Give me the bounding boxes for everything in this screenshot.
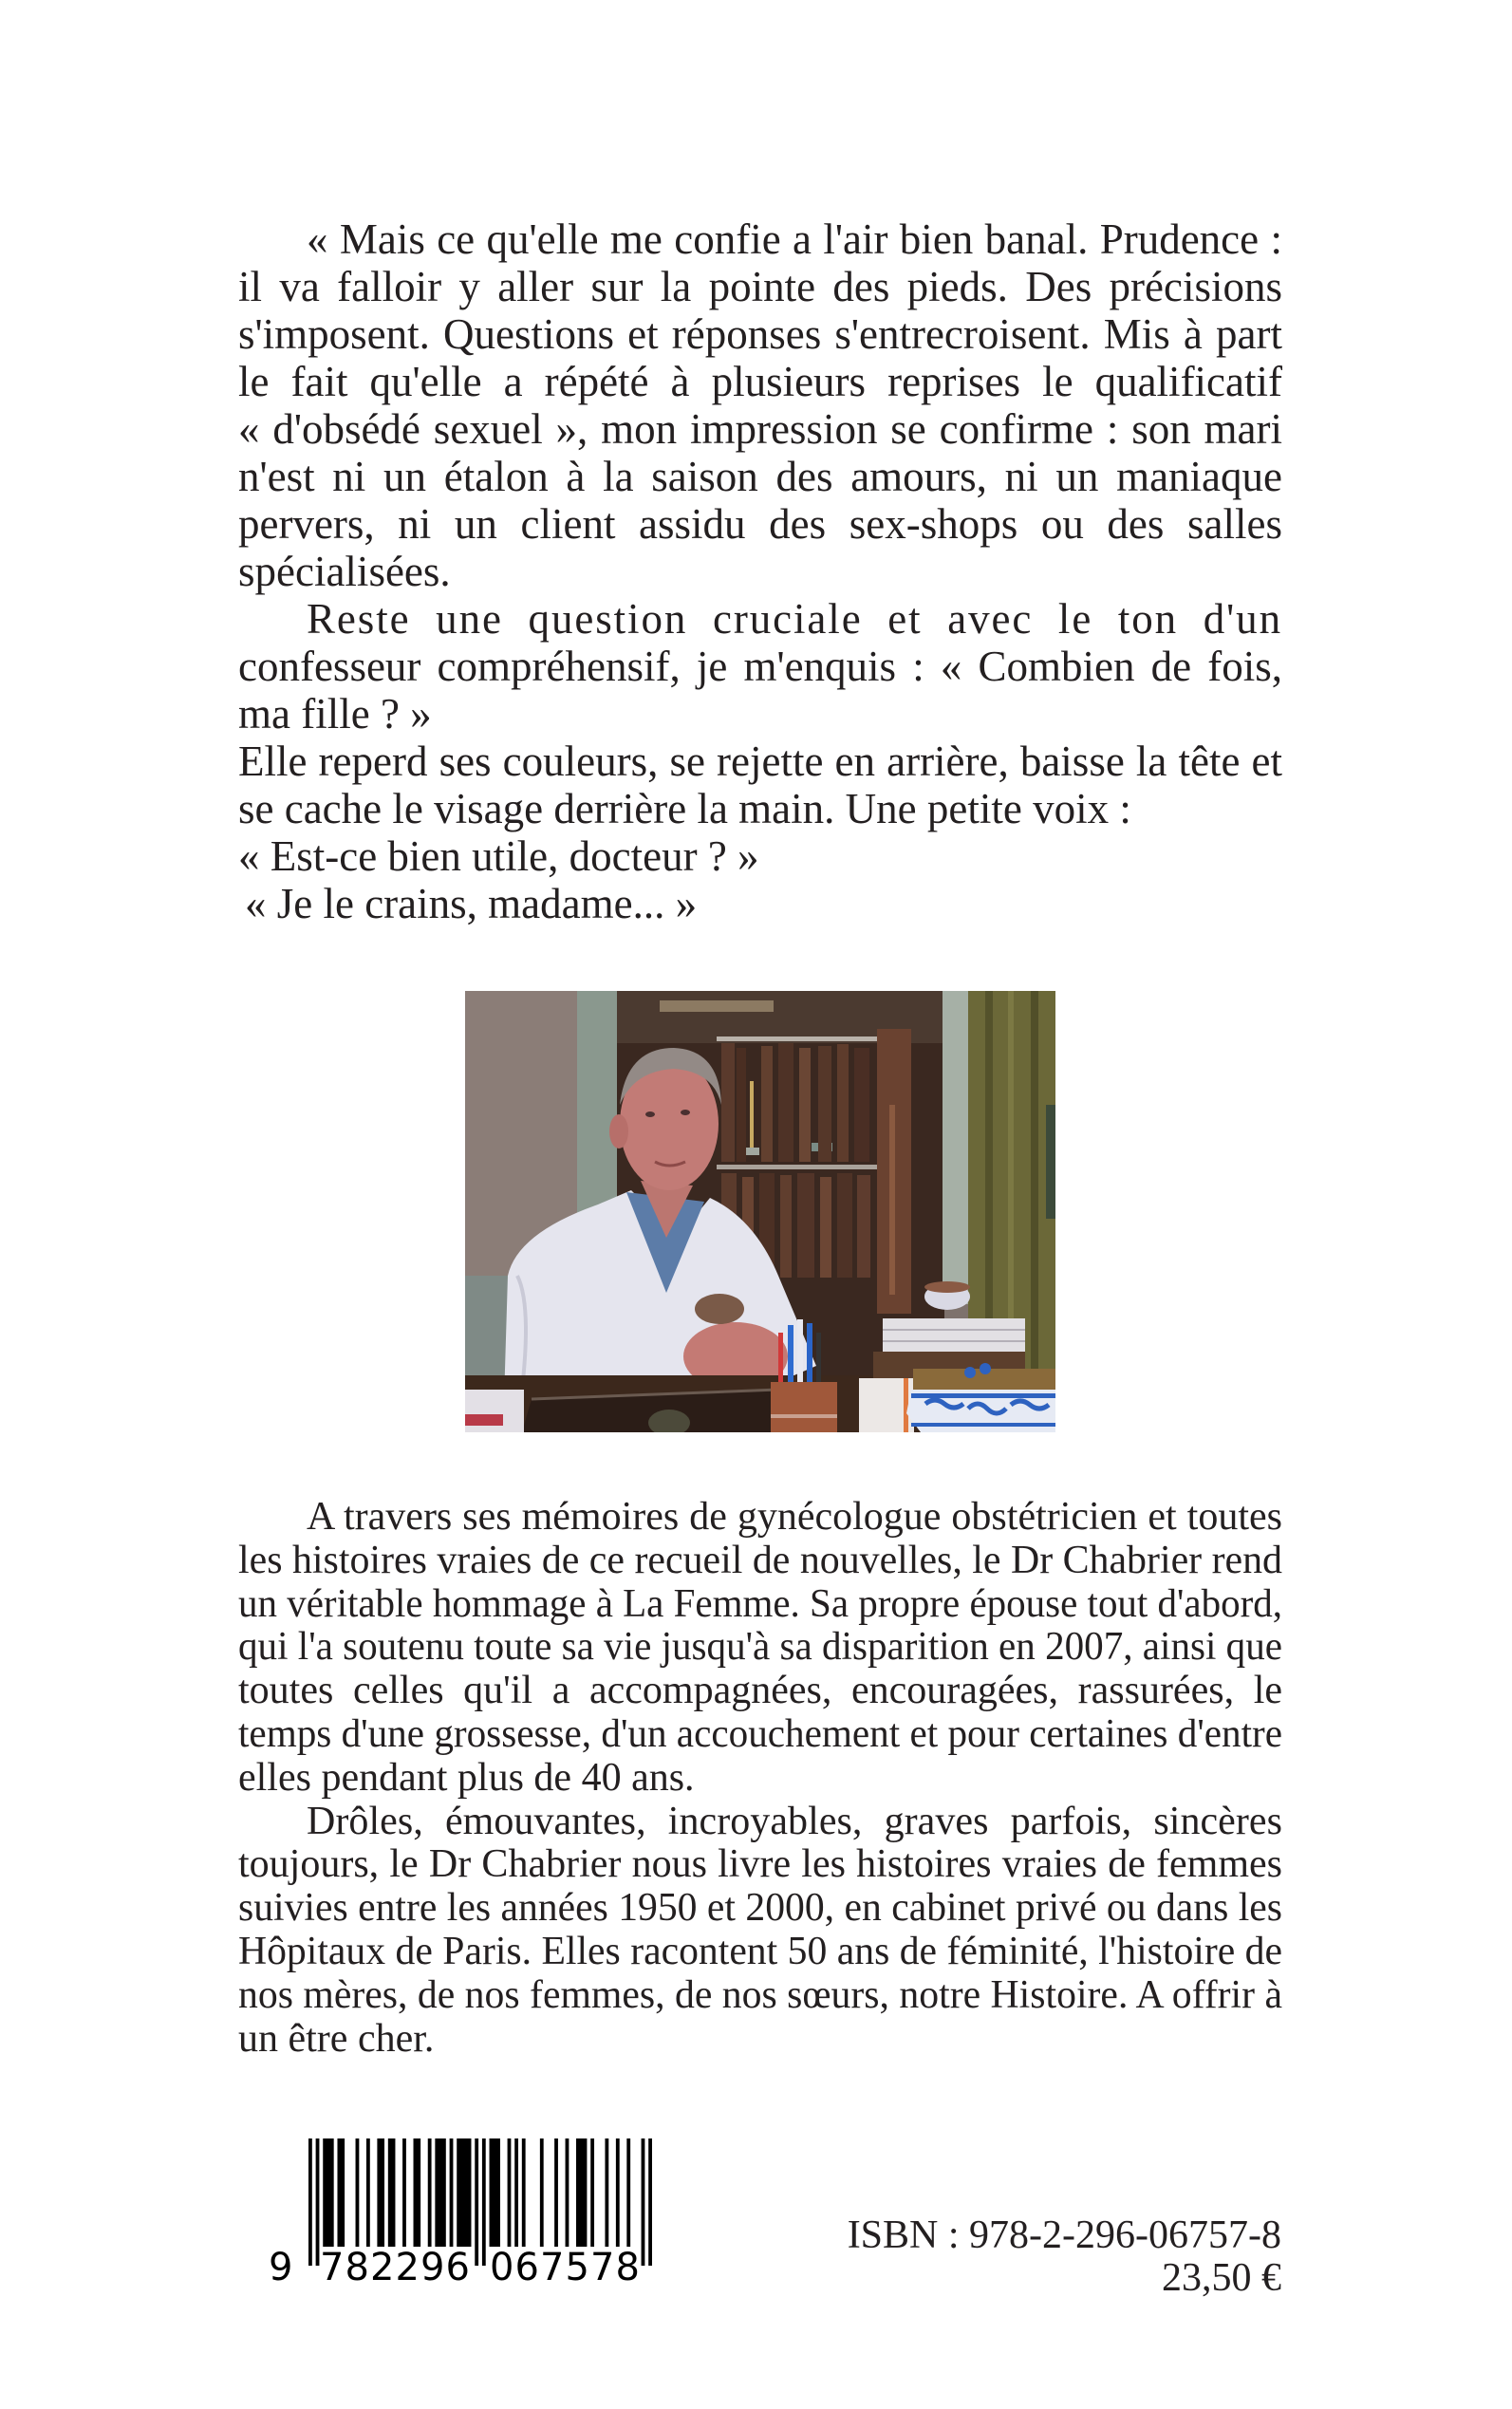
barcode-bar (450, 2138, 454, 2247)
line-text: « Est-ce bien utile, docteur ? » (238, 832, 759, 880)
barcode-bar (490, 2138, 500, 2247)
text-line (238, 1801, 1282, 1844)
barcode-left-digits: 782296 (320, 2246, 470, 2289)
barcode-bar (414, 2138, 421, 2247)
text-line (238, 690, 1282, 738)
barcode-bar (388, 2138, 396, 2247)
line-text: n'est ni un étalon à la saison des amours, ni un maniaque (238, 453, 1282, 500)
line-text: ma fille ? » (238, 690, 432, 738)
barcode-bar (590, 2138, 594, 2247)
line-text: il va falloir y aller sur la pointe des pieds. Des précisions (238, 263, 1282, 310)
line-text: « Je le crains, madame... » (245, 880, 698, 927)
text-line (238, 548, 1282, 595)
barcode-guard-bar (316, 2138, 320, 2266)
excerpt-text (238, 215, 1282, 927)
barcode-guard-bar (482, 2138, 486, 2266)
excerpt-dialogue (238, 832, 1282, 880)
barcode-guard-bar (475, 2138, 478, 2266)
isbn-label: ISBN : 978-2-296-06757-8 (847, 2213, 1281, 2257)
text-line (238, 1974, 1282, 2018)
bowl (924, 1281, 970, 1310)
line-text: s'imposent. Questions et réponses s'entrecroisent. Mis à part (238, 310, 1282, 358)
barcode-first-digit: 9 (269, 2246, 293, 2289)
line-text: « Mais ce qu'elle me confie a l'air bien banal. Prudence : (307, 215, 1282, 263)
line-text: toutes celles qu'il a accompagnées, encouragées, rassurées, le (238, 1669, 1282, 1713)
text-line (238, 1757, 1282, 1801)
line-text: le fait qu'elle a répété à plusieurs reprises le qualificatif (238, 358, 1282, 405)
text-line (238, 2018, 1282, 2062)
barcode-bar (626, 2138, 630, 2247)
barcode-bar (428, 2138, 432, 2247)
text-line (238, 1496, 1282, 1540)
line-text: un véritable hommage à La Femme. Sa propre épouse tout d'abord, (238, 1581, 1282, 1626)
price-label: 23,50 € (1162, 2256, 1281, 2300)
blurb-paragraph (238, 1496, 1282, 1801)
barcode-bar (508, 2138, 512, 2247)
back-cover-blurb (238, 1496, 1282, 2061)
excerpt-paragraph (238, 595, 1282, 738)
porcelain-box (906, 1363, 1055, 1432)
text-line (238, 785, 1282, 832)
text-line (238, 1583, 1282, 1627)
excerpt-paragraph (238, 215, 1282, 595)
line-text: les histoires vraies de ce recueil de nouvelles, le Dr Chabrier rend (238, 1538, 1282, 1582)
text-line (238, 215, 1282, 263)
barcode-right-digits: 067578 (490, 2246, 640, 2289)
text-line (238, 405, 1282, 453)
barcode-bar (616, 2138, 620, 2247)
barcode-bar (356, 2138, 360, 2247)
barcode-bar (576, 2138, 587, 2247)
text-line (238, 1626, 1282, 1670)
line-text: elles pendant plus de 40 ans. (238, 1755, 695, 1800)
barcode-bar (514, 2138, 518, 2247)
text-line (238, 1713, 1282, 1757)
line-text: Reste une question cruciale et avec le ton d'un (307, 595, 1282, 643)
line-text: Drôles, émouvantes, incroyables, graves parfois, sincères (307, 1799, 1282, 1843)
line-text: un être cher. (238, 2016, 435, 2061)
text-line (238, 1931, 1282, 1974)
text-line (238, 1540, 1282, 1583)
text-line (238, 500, 1282, 548)
line-text: suivies entre les années 1950 et 2000, en cabinet privé ou dans les (238, 1886, 1282, 1931)
barcode-bar (522, 2138, 526, 2247)
author-portrait-photo (465, 991, 1055, 1432)
line-text: spécialisées. (238, 548, 451, 595)
text-line (238, 358, 1282, 405)
line-text: se cache le visage derrière la main. Une petite voix : (238, 785, 1131, 832)
text-line (238, 310, 1282, 358)
isbn-price-block (848, 2214, 1281, 2300)
text-line (238, 595, 1282, 643)
line-text: qui l'a soutenu toute sa vie jusqu'à sa disparition en 2007, ainsi que (238, 1625, 1282, 1670)
line-text: pervers, ni un client assidu des sex-shops ou des salles (238, 500, 1282, 548)
text-line (238, 1670, 1282, 1713)
barcode-bar (554, 2138, 558, 2247)
excerpt-dialogue (238, 880, 1282, 927)
blurb-paragraph (238, 1801, 1282, 2062)
barcode-bar (566, 2138, 569, 2247)
barcode-bar (402, 2138, 406, 2247)
text-line (238, 1843, 1282, 1887)
barcode-guard-bar (308, 2138, 312, 2266)
isbn-barcode (237, 2117, 674, 2297)
line-text: A travers ses mémoires de gynécologue obstétricien et toutes (307, 1495, 1282, 1539)
excerpt-paragraph (238, 738, 1282, 832)
line-text: nos mères, de nos femmes, de nos sœurs, notre Histoire. A offrir à (238, 1972, 1282, 2017)
barcode-bar (366, 2138, 370, 2247)
barcode-guard-bar (648, 2138, 652, 2266)
line-text: Hôpitaux de Paris. Elles racontent 50 ans de féminité, l'histoire de (238, 1929, 1282, 1973)
text-line (238, 880, 1282, 927)
text-line (238, 832, 1282, 880)
line-text: confesseur compréhensif, je m'enquis : « Combien de fois, (238, 643, 1282, 690)
barcode-bar (435, 2138, 445, 2247)
line-text: temps d'une grossesse, d'un accouchement et pour certaines d'entre (238, 1711, 1282, 1756)
barcode-bar (457, 2138, 471, 2247)
barcode-bar (605, 2138, 608, 2247)
line-text: Elle reperd ses couleurs, se rejette en arrière, baisse la tête et (238, 738, 1282, 785)
line-text: « d'obsédé sexuel », mon impression se confirme : son mari (238, 405, 1282, 453)
text-line (238, 1887, 1282, 1931)
barcode-bar (337, 2138, 345, 2247)
text-line (238, 643, 1282, 690)
line-text: toujours, le Dr Chabrier nous livre les histoires vraies de femmes (238, 1842, 1282, 1887)
barcode-bar (377, 2138, 384, 2247)
barcode-guard-bar (642, 2138, 645, 2266)
text-line (238, 453, 1282, 500)
text-line (238, 738, 1282, 785)
barcode-bar (540, 2138, 544, 2247)
barcode-bar (323, 2138, 333, 2247)
text-line (238, 263, 1282, 310)
